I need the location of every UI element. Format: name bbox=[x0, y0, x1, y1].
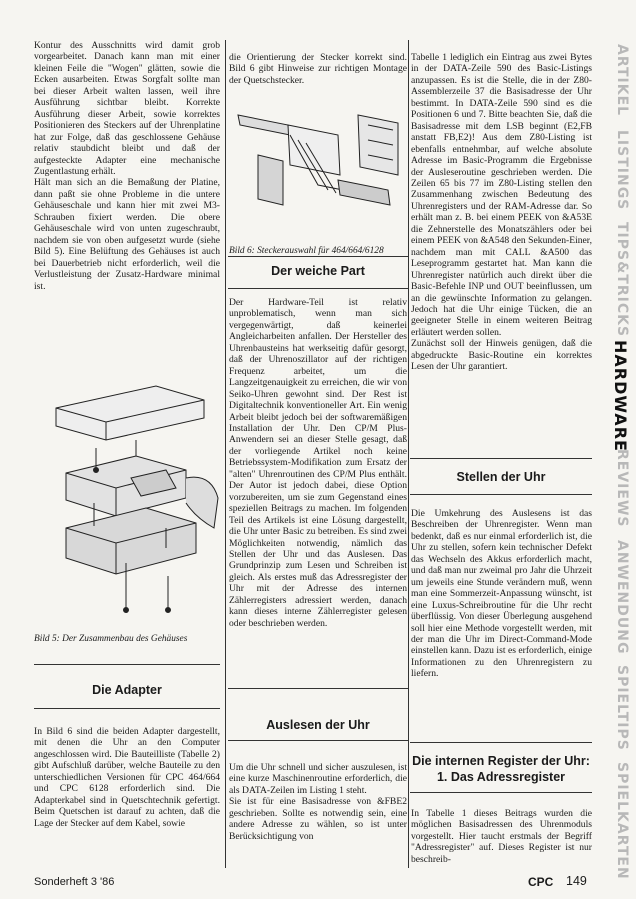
column-3-middle bbox=[411, 508, 592, 680]
footer-brand: CPC bbox=[528, 875, 554, 889]
paragraph: Sie ist für eine Basisadresse von &FBE2 geschrieben. Sollte es notwendig sein, eine andere Adresse zu wählen, so ist unter Berücksichtigung von bbox=[229, 796, 407, 842]
column-3 bbox=[411, 52, 592, 373]
footer-page-number: 149 bbox=[566, 874, 587, 888]
sidebar-tab-listings: LISTINGS bbox=[614, 129, 630, 211]
sidebar-tab-spieltips: SPIELTIPS bbox=[614, 664, 630, 751]
figure-5-housing-assembly bbox=[36, 378, 226, 628]
column-2-lower bbox=[229, 762, 407, 842]
divider bbox=[34, 664, 220, 665]
paragraph: In Bild 6 sind die beiden Adapter dargestellt, mit denen die Uhr an den Computer angeschlossen wird. Die Bauteilliste (Tabelle 2) gibt Aufschluß darüber, welche Bauteile zu den unterschiedlichen Versionen für CPC 464/664 und CPC 6128 erforderlich sind. Die Adapterkabel sind in Quetschtechnik gefertigt. Beim Quetschen ist darauf zu achten, daß die Lage der Stecker auf dem Kabel, sowie bbox=[34, 726, 220, 829]
paragraph: Kontur des Ausschnitts wird damit grob vorgearbeitet. Danach kann man mit einer kleinen Feile die "Wogen" glätten, sowie die Ecken ausarbeiten. Etwas Sorgfalt sollte man bei dieser Arbeit walten lassen, weil ihre Ausführung sichtbar bleibt. Korrekte Ausführung dieser Arbeit, sowie korrektes Positionieren des Steckers auf der Uhrenplatine hat zur Folge, daß das geschlossene Gehäuse relativ staubdicht bleibt und daß der aufgesteckte Adapter eine mechanische Zugentlastung erhält. bbox=[34, 40, 220, 177]
column-2-intro bbox=[229, 52, 407, 86]
paragraph: In Tabelle 1 dieses Beitrags wurden die möglichen Basisadressen des Uhrenmoduls vorgestellt. Hier taucht erstmals der Begriff "Adressregister" auf. Dieses Register ist nur beschreib- bbox=[411, 808, 592, 865]
figure-5-caption: Bild 5: Der Zusammenbau des Gehäuses bbox=[34, 634, 188, 644]
column-1-lower bbox=[34, 726, 220, 829]
column-1 bbox=[34, 40, 220, 292]
divider bbox=[34, 708, 220, 709]
divider bbox=[228, 288, 408, 289]
section-subheading-address-register: 1. Das Adressregister bbox=[436, 770, 566, 784]
section-heading-read-clock: Auslesen der Uhr bbox=[266, 718, 370, 732]
figure-6-caption: Bild 6: Steckerauswahl für 464/664/6128 bbox=[229, 246, 384, 256]
sidebar-tab-hardware: HARDWARE bbox=[611, 340, 630, 452]
footer-issue: Sonderheft 3 '86 bbox=[34, 876, 115, 888]
paragraph: Der Hardware-Teil ist relativ unproblematisch, wenn man sich vergegenwärtigt, daß keinerlei Angleicharbeiten anfallen. Der Hersteller des Uhrenbausteins hat werkseitig dafür gesorgt, daß der Uhrenoszillator auf der richtigen Frequenz arbeitet, um die Langzeitgenauigkeit zu erreichen, die wir von Seiko-Uhren gewohnt sind. Der Rest ist Digitaltechnik konventioneller Art. Ein wenig Arbeit bleibt jedoch bei der softwaremäßigen Installation der Uhr. Den CP/M Plus-Anwendern sei an dieser Stelle gesagt, daß der vorliegende Artikel noch keine Betriebssystem-Modifikation zum Ersatz der "alten" Uhrenroutinen des CP/M Plus enthält. Der Autor ist jedoch dabei, diese Option vorzubereiten, um sie zum Gegenstand eines speziellen Beitrags zu machen. Im folgenden Teil des Artikels ist eine Lösung dargestellt, die Uhr unter Basic zu betreiben. Es sind zwei Möglichkeiten notwendig, nämlich das Stellen der Uhr und das Auslesen. Das Grundprinzip zum Lesen und Schreiben ist gleich. Als erstes muß das Adressregister der Uhr mit der Adresse des internen Zählerregisters adressiert werden, danach kann dieses interne Zählerregister gelesen oder beschrieben werden. bbox=[229, 297, 407, 629]
paragraph: Um die Uhr schnell und sicher auszulesen, ist eine kurze Maschinenroutine erforderlich, die als DATA-Zeilen im Listing 1 steht. bbox=[229, 762, 407, 796]
sidebar-tab-spielkarten: SPIELKARTEN bbox=[614, 762, 630, 880]
paragraph: Hält man sich an die Bemaßung der Platine, dann paßt sie ohne Probleme in die untere Gehäuseschale und kann hier mit zwei M3-Schrauben fixiert werden. Die obere Gehäuseschale wird von unten zugeschraubt, nachdem sie von oben aufgesetzt wurde (siehe Bild 5). Eine Belüftung des Gehäuses ist auch bei Dauerbetrieb nicht erforderlich, weil die Verlustleistung der Zusatz-Hardware minimal ist. bbox=[34, 177, 220, 292]
paragraph: die Orientierung der Stecker korrekt sind. Bild 6 gibt Hinweise zur richtigen Montage der Quetschstecker. bbox=[229, 52, 407, 86]
sidebar-tab-anwendung: ANWENDUNG bbox=[614, 540, 630, 655]
column-2-body bbox=[229, 297, 407, 629]
paragraph: Tabelle 1 lediglich ein Eintrag aus zwei Bytes in der DATA-Zeile 590 des Basic-Listings anzupassen. Es ist die Stelle, die in der Z80-Assemblerzeile 37 die Basisadresse der Uhr bestimmt. In DATA-Zeile 590 sind es die Positionen 6 und 7. Bitte beachten Sie, daß die Basisadresse mit dem LSB beginnt (E2,FB anstatt FB,E2)! Aus dem Z80-Listing ist ebenfalls entnehmbar, auf welche absolute Adresse im Basic-Programm die Ergebnisse der Ausleseroutine geschrieben werden. Die Zeilen 65 bis 77 im Z80-Listing stellen den Zusammenhang zwischen Bedeutung des Uhrenregisters und der RAM-Adresse dar. So erhält man z. B. bei einem PEEK von &A53E die Zehnerstelle des Monatszählers oder bei einem PEEK von &A548 den Sekunden-Einer, nachdem man mit CALL &A500 das Leseprogramm gestartet hat. Man kann die Uhrenregister natürlich auch direkt über die Basic-Befehle INP und OUT beeinflussen, um an die gewünschte Information zu gelangen. Jedoch hat die Uhr einige Tücken, die an geeigneter Stelle in einem weiteren Beitrag erläutert werden sollen. bbox=[411, 52, 592, 338]
sidebar-tab-reviews: REVIEWS bbox=[614, 448, 630, 528]
column-divider bbox=[408, 40, 409, 868]
sidebar-tab-artikel: ARTIKEL bbox=[614, 43, 630, 117]
divider bbox=[410, 792, 592, 793]
figure-6-connector-cables bbox=[228, 95, 408, 225]
sidebar-tab-tips-tricks: TIPS&TRICKS bbox=[614, 222, 630, 338]
divider bbox=[410, 458, 592, 459]
paragraph: Die Umkehrung des Auslesens ist das Beschreiben der Uhrenregister. Wenn man bedenkt, daß es nur einmal erforderlich ist, die Uhr zu stellen, sofern kein technischer Defekt das Wechseln des Akkus erforderlich macht, und daß man nur zweimal pro Jahr die Uhrzeit um jeweils eine Stunde verändern muß, wenn man eine Sommerzeit-Anpassung wünscht, ist eine Luxus-Schreibroutine für die Uhr recht überflüssig. Von dieser Überlegung ausgehend soll hier eine Methode vorgestellt werden, mit der man die Uhr im Direct-Command-Mode einstellen kann. Dazu ist es erforderlich, einige Informationen zu den Uhrenregistern zu liefern. bbox=[411, 508, 592, 680]
section-heading-set-clock: Stellen der Uhr bbox=[456, 470, 546, 484]
column-divider bbox=[225, 40, 226, 868]
section-heading-internal-registers: Die internen Register der Uhr: bbox=[412, 754, 590, 768]
section-heading-adapter: Die Adapter bbox=[92, 683, 162, 697]
divider bbox=[228, 740, 408, 741]
divider bbox=[410, 494, 592, 495]
paragraph: Zunächst soll der Hinweis genügen, daß die abgedruckte Basic-Routine ein korrektes Lesen der Uhr garantiert. bbox=[411, 338, 592, 373]
divider bbox=[228, 688, 408, 689]
divider bbox=[228, 256, 408, 257]
section-heading-soft-part: Der weiche Part bbox=[271, 264, 365, 278]
column-3-lower bbox=[411, 808, 592, 865]
divider bbox=[410, 742, 592, 743]
